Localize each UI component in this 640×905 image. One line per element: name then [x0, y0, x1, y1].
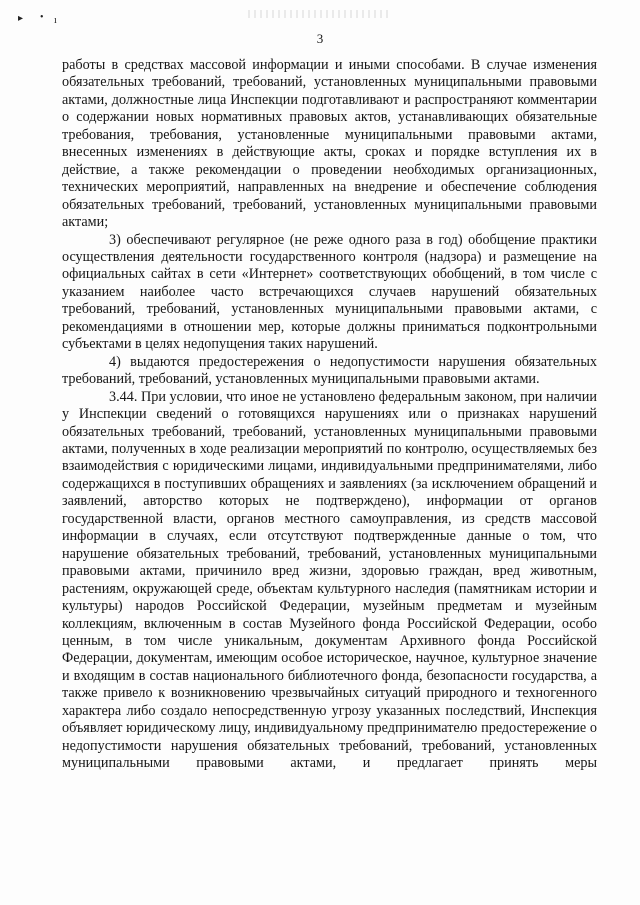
scan-header-noise	[248, 10, 388, 18]
paragraph-3-44: 3.44. При условии, что иное не установлено федеральным законом, при наличии у Инспекции сведений о готовящихся нарушениях или о признаках нарушений обязательных требований, требований, установленных муниципальными правовыми актами, полученных в ходе реализации мероприятий по контролю, осуществляемых без взаимодействия с юридическими лицами, индивидуальными предпринимателями, либо содержащихся в поступивших обращениях и заявлениях (за исключением обращений и заявлений, авторство которых не подтверждено), информации от органов государственной власти, органов местного самоуправления, из средств массовой информации в случаях, если отсутствуют подтвержденные данные о том, что нарушение обязательных требований, требований, установленных муниципальными правовыми актами, причинило вред жизни, здоровью граждан, вред животным, растениям, окружающей среде, объектам культурного наследия (памятникам истории и культуры) народов Российской Федерации, музейным предметам и музейным коллекциям, включенным в состав Музейного фонда Российской Федерации, особо ценным, в том числе уникальным, документам Архивного фонда Российской Федерации, документам, имеющим особое историческое, научное, культурное значение и входящим в состав национального библиотечного фонда, безопасности государства, а также привело к возникновению чрезвычайных ситуаций природного и техногенного характера либо создало непосредственную угрозу указанных последствий, Инспекция объявляет юридическому лицу, индивидуальному предпринимателю предостережение о недопустимости нарушения обязательных требований, требований, установленных муниципальными правовыми актами, и предлагает принять меры	[62, 388, 597, 772]
scan-artifact-mark: ▸	[18, 13, 24, 24]
paragraph-item-4: 4) выдаются предостережения о недопустимости нарушения обязательных требований, требований, установленных муниципальными правовыми актами.	[62, 353, 597, 388]
page-number: 3	[316, 31, 324, 46]
document-body	[62, 57, 597, 773]
paragraph-continuation: работы в средствах массовой информации и иными способами. В случае изменения обязательных требований, требований, установленных муниципальными правовыми актами, должностные лица Инспекции подготавливают и распространяют комментарии о содержании новых нормативных правовых актов, устанавливающих обязательные требования, требования, установленные муниципальными правовыми актами, внесенных изменениях в действующие акты, сроках и порядке вступления их в действие, а также рекомендации о проведении необходимых организационных, технических мероприятий, направленных на внедрение и обеспечение соблюдения обязательных требований, требований, установленных муниципальными правовыми актами;	[62, 57, 597, 231]
paragraph-item-3: 3) обеспечивают регулярное (не реже одного раза в год) обобщение практики осуществления деятельности государственного контроля (надзора) и размещение на официальных сайтах в сети «Интернет» соответствующих обобщений, в том числе с указанием наиболее часто встречающихся случаев нарушений обязательных требований, требований, установленных муниципальными правовыми актами, с рекомендациями в отношении мер, которые должны приниматься подконтрольными субъектами в целях недопущения таких нарушений.	[62, 231, 597, 353]
scan-artifact-mark: •	[40, 12, 44, 23]
scan-artifact-mark: ı	[54, 15, 57, 26]
